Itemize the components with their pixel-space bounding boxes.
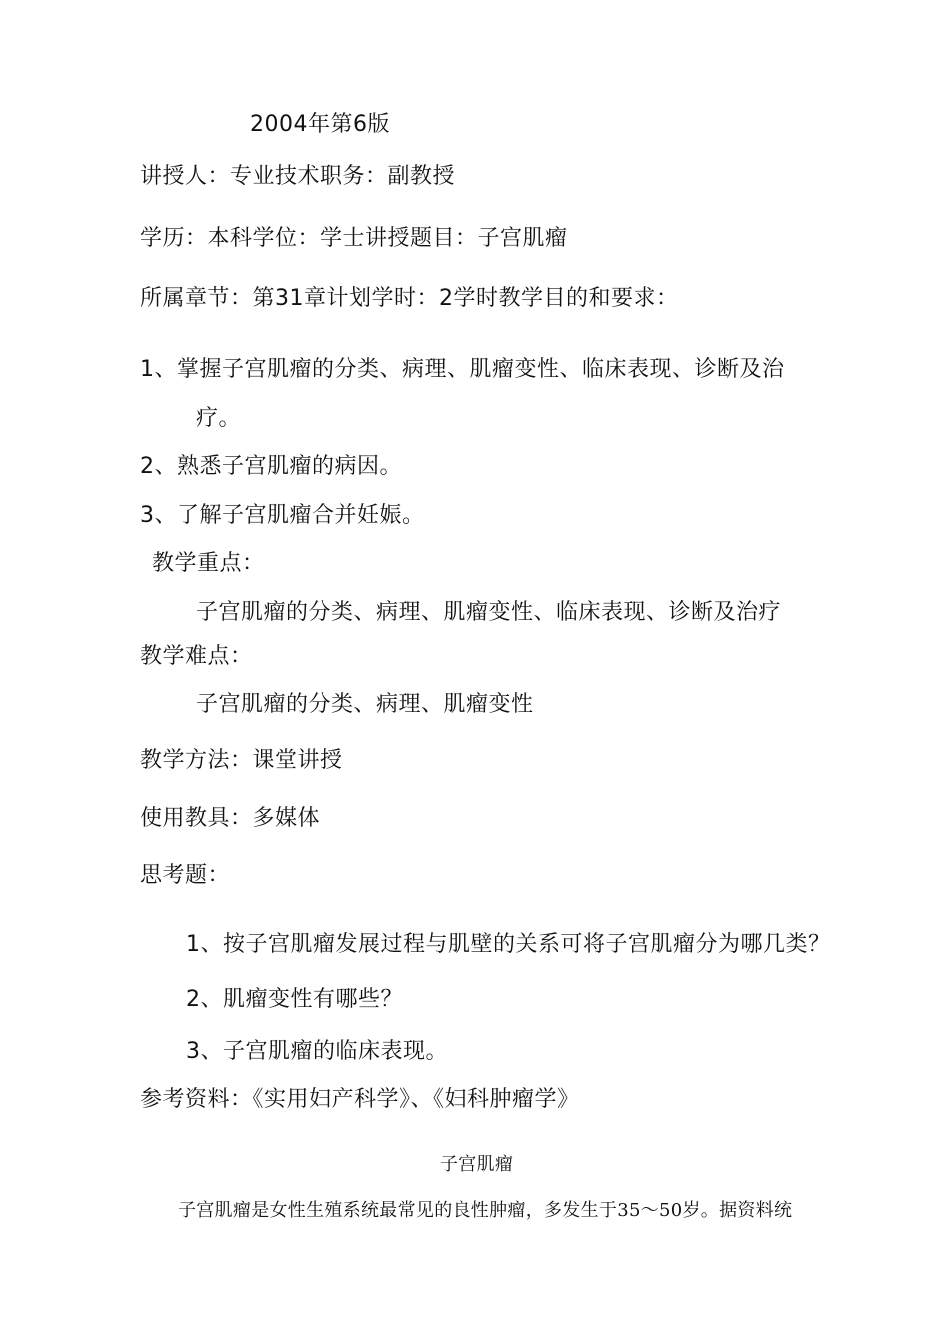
difficult-points-label: 教学难点：: [140, 644, 253, 669]
method-line: 教学方法：课堂讲授: [140, 748, 343, 773]
key-points-content: 子宫肌瘤的分类、病理、肌瘤变性、临床表现、诊断及治疗: [196, 600, 782, 625]
lecturer-line: 讲授人：专业技术职务：副教授: [140, 164, 456, 189]
key-points-label: 教学重点：: [152, 551, 265, 576]
references-line: 参考资料：《实用妇产科学》、《妇科肿瘤学》: [140, 1087, 580, 1112]
objective-item: 1、掌握子宫肌瘤的分类、病理、肌瘤变性、临床表现、诊断及治: [140, 357, 785, 382]
edition-line: 2004年第6版: [250, 112, 390, 137]
objective-item: 2、熟悉子宫肌瘤的病因。: [140, 454, 402, 479]
chapter-line: 所属章节：第31章计划学时：2学时教学目的和要求：: [140, 286, 679, 311]
difficult-points-content: 子宫肌瘤的分类、病理、肌瘤变性: [196, 692, 534, 717]
body-paragraph: 子宫肌瘤是女性生殖系统最常见的良性肿瘤，多发生于35～50岁。据资料统: [178, 1200, 793, 1221]
question-item: 3、子宫肌瘤的临床表现。: [186, 1039, 448, 1064]
section-title: 子宫肌瘤: [440, 1154, 514, 1175]
question-item: 2、肌瘤变性有哪些？: [186, 987, 403, 1012]
question-item: 1、按子宫肌瘤发展过程与肌壁的关系可将子宫肌瘤分为哪几类？: [186, 932, 831, 957]
questions-label: 思考题：: [140, 863, 231, 888]
education-line: 学历：本科学位：学士讲授题目：子宫肌瘤: [140, 226, 568, 251]
tools-line: 使用教具：多媒体: [140, 806, 321, 831]
objective-item-continuation: 疗。: [196, 406, 242, 431]
objective-item: 3、了解子宫肌瘤合并妊娠。: [140, 503, 425, 528]
